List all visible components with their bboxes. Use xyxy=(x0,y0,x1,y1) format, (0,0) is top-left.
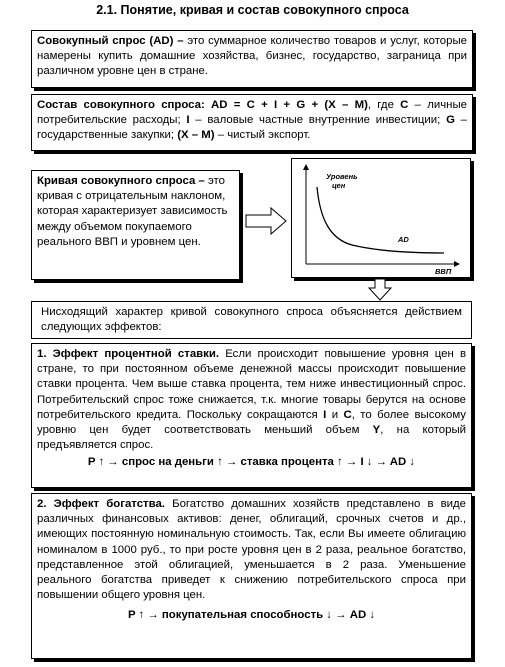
composition-text-3: – валовые частные внутренние инвестиции; xyxy=(189,114,447,127)
effect1-body-c: , на который предъявляется спрос. xyxy=(37,424,466,452)
effect1-box xyxy=(31,343,472,488)
composition-formula: : AD = C + I + G + (X – M) xyxy=(200,99,368,111)
y-axis-label-1: Уровень xyxy=(326,172,358,181)
definition-box xyxy=(31,30,473,88)
down-arrow-icon xyxy=(368,278,392,301)
effect1-title: 1. Эффект процентной ставки. xyxy=(37,348,220,360)
effect1-body-a: Если происходит повышение уровня цен в стране, то при постоянном объеме денежной массы происходит повышение ставки процента. Чем выше ставка процента, тем ниже инвестиционный спрос. Потребительский спрос тоже снижается, т.к. многие товары берутся на основе потребительского кредита. Поскольку сокращаются xyxy=(37,348,466,421)
definition-body: это суммарное количество товаров и услуг, которые намерены купить домашние хозяйства, бизнес, государство, заграница при различном уровне цен в стране. xyxy=(37,35,467,78)
effect2-text xyxy=(32,494,471,627)
effect1-i: I xyxy=(323,408,327,421)
effect1-c: C xyxy=(343,408,352,421)
effect1-chain: P ↑ → спрос на деньги ↑ → ставка процента ↑ → I ↓ → AD ↓ xyxy=(87,456,416,469)
effect1-and: и xyxy=(326,408,344,421)
composition-text-5: – чистый экспорт. xyxy=(214,129,311,142)
composition-xm: (X – M) xyxy=(177,129,215,142)
graph-box xyxy=(291,158,471,278)
composition-text xyxy=(32,95,472,147)
composition-box xyxy=(31,94,473,151)
effect2-box xyxy=(31,493,472,659)
curve-box xyxy=(31,170,240,280)
curve-text xyxy=(32,171,239,253)
curve-term: Кривая совокупного спроса – xyxy=(37,175,205,187)
composition-g: G xyxy=(446,114,455,127)
effect2-title: 2. Эффект богатства. xyxy=(37,498,165,510)
page-title: 2.1. Понятие, кривая и состав совокупного спроса xyxy=(96,3,409,17)
ad-curve xyxy=(317,187,444,253)
composition-lead: Состав совокупного спроса xyxy=(37,99,201,111)
y-axis-label-2: цен xyxy=(332,181,346,190)
x-axis-label: ВВП xyxy=(435,267,452,276)
composition-text-1: , где xyxy=(367,99,401,111)
ad-curve-label: AD xyxy=(398,235,409,244)
effect1-body-b: , то более высокому уровню цен будет соответствовать меньший объем xyxy=(37,408,466,437)
right-arrow-icon xyxy=(245,206,287,236)
effect1-y: Y xyxy=(372,424,381,437)
aggregate-demand-graph xyxy=(292,159,470,277)
composition-text-2: – личные потребительские расходы; xyxy=(37,99,467,127)
effect2-chain: P ↑ → покупательная способность ↓ → AD ↓ xyxy=(127,609,376,622)
effect1-text xyxy=(32,344,471,474)
composition-text-4: – государственные закупки; xyxy=(37,114,468,142)
effect2-body: Богатство домашних хозяйств представлено в виде различных финансовых активов: денег, облигаций, срочных счетов и др., имеющих постоянную номинальную стоимость. Так, если Вы имеете облигацию номиналом в 1000 руб., то при росте уровня цен в 2 раза, реальное богатство, представленное этой облигацией, уменьшается в 2 раза. Уменьшение реального богатства приведет к снижению потребительского спроса при повышении общего уровня цен. xyxy=(37,498,466,602)
definition-text xyxy=(32,31,472,83)
intro-box xyxy=(31,301,472,339)
intro-text: Нисходящий характер кривой совокупного спроса объясняется действием следующих эффектов: xyxy=(41,306,462,334)
composition-i: I xyxy=(186,114,190,127)
definition-term: Совокупный спрос (AD) – xyxy=(37,35,184,47)
composition-c: C xyxy=(400,99,409,111)
curve-body: это кривая с отрицательным наклоном, которая характеризует зависимость между объемом покупаемого реального ВВП и уровнем цен. xyxy=(37,175,228,248)
